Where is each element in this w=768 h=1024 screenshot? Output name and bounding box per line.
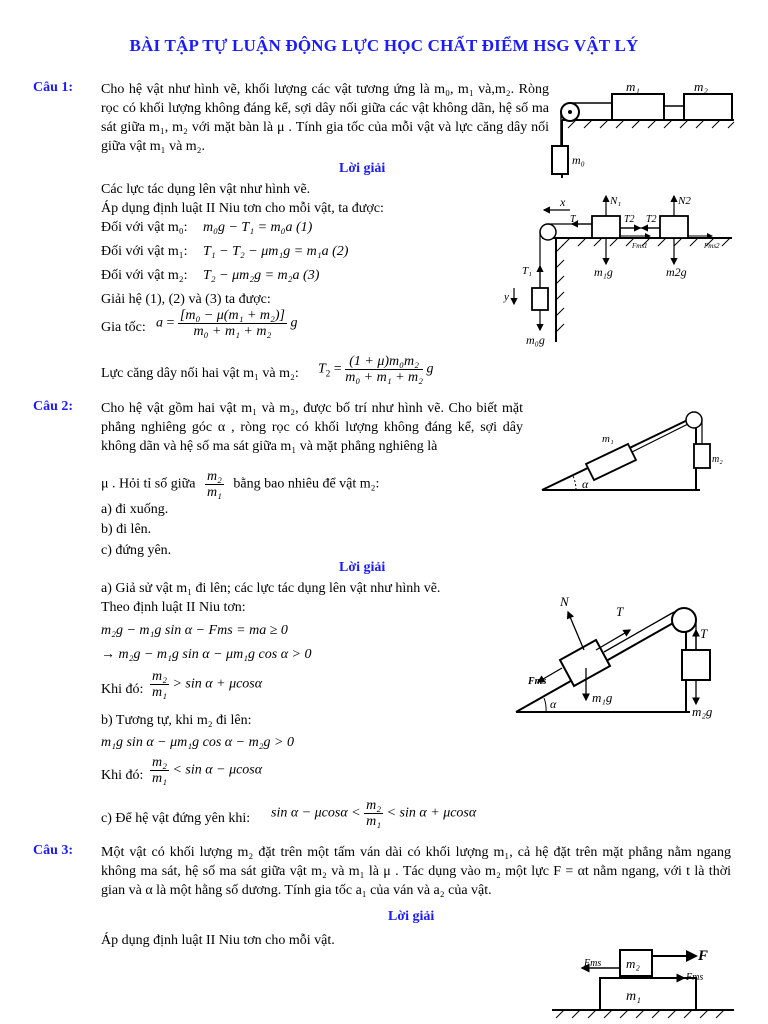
fig1-x-label: x [560, 195, 566, 209]
q2-sol-line-4: → m₂g − m₁g sin α − μm₁g cos α > 0 [101, 647, 312, 662]
fig1-T2-label: T2 [624, 214, 635, 225]
q2-ineq-b-rhs: < sin α − μcosα [172, 762, 263, 778]
q1-tension-denominator: m₀ + m₁ + m₂ [345, 370, 424, 385]
q2-text2a: μ . Hỏi tỉ số giữa [101, 476, 196, 492]
q1-line-5: Đối với vật m₂: [101, 268, 188, 283]
fig2b-T-label: T [616, 604, 624, 619]
fig2b-T2-label: T [700, 626, 708, 641]
question-3-label: Câu 3: [33, 843, 74, 858]
fig1-N2-label: N2 [678, 195, 691, 207]
q1-equation-1: m₀g − T₁ = m₀a (1) [203, 220, 313, 235]
fig1-Fms2-label: Fms2 [704, 242, 720, 250]
q2-ineq-b-num: m₂ [152, 755, 167, 770]
q2-text2b: bằng bao nhiêu để vật m₂: [233, 476, 380, 492]
figure-1-force-diagram [500, 192, 736, 350]
figure-2-incline [536, 406, 736, 496]
figure-3-board-block [548, 944, 736, 1020]
q2-sol-line-6: b) Tương tự, khi m₂ đi lên: [101, 713, 252, 728]
fig1-T2b-label: T2 [646, 214, 657, 225]
q3-solution-heading: Lời giải [388, 909, 435, 924]
q1-accel-numerator: [m₀ − μ(m₁ + m₂)] [179, 308, 285, 323]
fig1-m0g-label: m₀g [526, 333, 545, 347]
q1-equation-3: T₂ − μm₂g = m₂a (3) [203, 268, 320, 283]
fig1-T1-label: T₁ [570, 214, 580, 225]
q1-accel-denominator: m₀ + m₁ + m₂ [193, 324, 272, 339]
fig3-m1-label: m₁ [626, 989, 641, 1004]
figure-1-m2-label: m₂ [694, 79, 708, 94]
q2-ineq-c [271, 798, 476, 829]
q1-line-3: Đối với vật m₀: [101, 220, 188, 235]
fig2b-m2g-label: m₂g [692, 704, 713, 719]
fig3-F-label: F [698, 948, 709, 964]
question-2-text: Cho hệ vật gồm hai vật m₁ và m₂, được bố trí như hình vẽ. Cho biết mặt phẳng nghiêng góc α , ròng rọc có khối lượng không đáng kể, sợi dây không dãn và hệ số ma sát giữa m₁ và mặt phẳng nghiêng là [101, 401, 523, 454]
q1-equation-2: T₁ − T₂ − μm₁g = m₁a (2) [203, 244, 349, 259]
fig2b-N-label: N [560, 594, 569, 609]
figure-1-pulley-table [548, 79, 738, 178]
q2-option-c: c) đứng yên. [101, 543, 172, 558]
fig2b-m1g-label: m₁g [592, 690, 613, 705]
q1-line-1: Các lực tác dụng lên vật như hình vẽ. [101, 182, 311, 197]
q2-ineq-c-left: sin α − μcosα < [271, 805, 361, 821]
q1-line-2: Áp dụng định luật II Niu tơn cho mỗi vật, ta được: [101, 201, 384, 216]
q2-ratio-num: m₂ [206, 469, 222, 484]
q2-ineq-c-den: m₁ [366, 814, 382, 829]
q1-acceleration-formula: a = $\frac{\text{[m₀ − μ(m₁ + m₂)]}}{\text{m₀ + m₁ + m₂}}$ g [156, 308, 298, 339]
q2-option-b: b) đi lên. [101, 522, 152, 537]
page-title: BÀI TẬP TỰ LUẬN ĐỘNG LỰC HỌC CHẤT ĐIỂM HSG VẬT LÝ [129, 36, 639, 55]
q2-ineq-a-den: m₁ [152, 685, 167, 700]
q2-sol-line-7: m₁g sin α − μm₁g cos α − m₂g > 0 [101, 735, 294, 750]
fig3-Fms-right-label: Fms [686, 972, 704, 983]
fig1-T1v-label: T₁ [522, 265, 532, 277]
q2-ineq-c-right: < sin α + μcosα [386, 805, 477, 821]
q2-solution-heading: Lời giải [339, 560, 386, 575]
q2-sol-line-3: m₂g − m₁g sin α − Fms = ma ≥ 0 [101, 623, 288, 638]
q2-option-a: a) đi xuống. [101, 502, 169, 517]
q2-sol-line-5: Khi đó: [101, 682, 144, 697]
fig3-Fms-left-label: Fms [584, 958, 602, 969]
fig3-m2-label: m₂ [626, 956, 640, 971]
q2-ineq-a [150, 669, 262, 700]
q2-ratio-den: m₁ [206, 485, 222, 500]
q2-ineq-c-num: m₂ [366, 798, 382, 813]
q2-ineq-a-rhs: > sin α + μcosα [172, 676, 263, 692]
question-2-text-line4 [101, 469, 379, 500]
q1-line-4: Đối với vật m₁: [101, 244, 188, 259]
fig2-m1-label: m₁ [602, 433, 614, 445]
q2-sol-line-8: Khi đó: [101, 768, 144, 783]
question-1-label: Câu 1: [33, 80, 74, 95]
fig1-Fms1-label: Fms1 [632, 242, 648, 250]
question-1-text: Cho hệ vật như hình vẽ, khối lượng các vật tương ứng là m₀, m₁ và,m₂. Ròng rọc có khối lượng không đáng kể, sợi dây nối giữa các vật không dãn, hệ số ma sát giữa m₁, m₂ với mặt bàn là μ . Tính gia tốc của mỗi vật và lực căng dây nối giữa vật m₁ và m₂. [101, 82, 549, 154]
fig2-m2-label: m₂ [712, 454, 723, 465]
fig1-m2g-label: m2g [666, 265, 687, 279]
question-3-text: Một vật có khối lượng m₂ đặt trên một tấm ván dài có khối lượng m₁, cả hệ đặt trên mặt phẳng nằm ngang không ma sát, hệ số ma sát giữa vật m₂ và m₁ là μ . Tác dụng vào m₂ một lực F = αt nằm ngang, với t là thời gian và α là một hằng số dương. Tính gia tốc a₁ của ván và a₂ của vật. [101, 845, 731, 898]
question-2-label: Câu 2: [33, 399, 74, 414]
q2-sol-line-2: Theo định luật II Niu tơn: [101, 600, 246, 615]
fig1-y-label: y [504, 291, 509, 303]
fig2b-alpha-label: α [550, 697, 557, 711]
q1-line-7: Gia tốc: [101, 320, 146, 335]
q1-line-6: Giải hệ (1), (2) và (3) ta được: [101, 292, 271, 307]
fig1-N1-label: N₁ [610, 195, 622, 207]
q1-solution-heading: Lời giải [339, 161, 386, 176]
fig2-alpha-label: α [582, 477, 589, 491]
q1-tension-formula: $T_2$ = $\frac{\text{(1 + μ)m₀m₂}}{\text{m₀ + m₁ + m₂}}$ g [318, 354, 434, 385]
figure-1-m1-label: m₁ [626, 79, 640, 94]
figure-1-m0-label: m₀ [572, 153, 585, 167]
q2-ineq-a-num: m₂ [152, 669, 167, 684]
fig1-m1g-label: m₁g [594, 265, 613, 279]
q2-sol-line-9: c) Để hệ vật đứng yên khi: [101, 811, 251, 826]
q2-ineq-b-den: m₁ [152, 771, 167, 786]
q1-tension-numerator: (1 + μ)m₀m₂ [345, 354, 423, 370]
q2-sol-line-1: a) Giả sử vật m₁ đi lên; các lực tác dụng lên vật như hình vẽ. [101, 581, 441, 596]
figure-2-force-diagram [512, 588, 736, 718]
q3-sol-line-1: Áp dụng định luật II Niu tơn cho mỗi vật. [101, 933, 335, 948]
fig2b-Fms-label: Fms [528, 676, 547, 687]
q2-ineq-b [150, 755, 262, 786]
q1-line-8: Lực căng dây nối hai vật m₁ và m₂: [101, 366, 299, 381]
